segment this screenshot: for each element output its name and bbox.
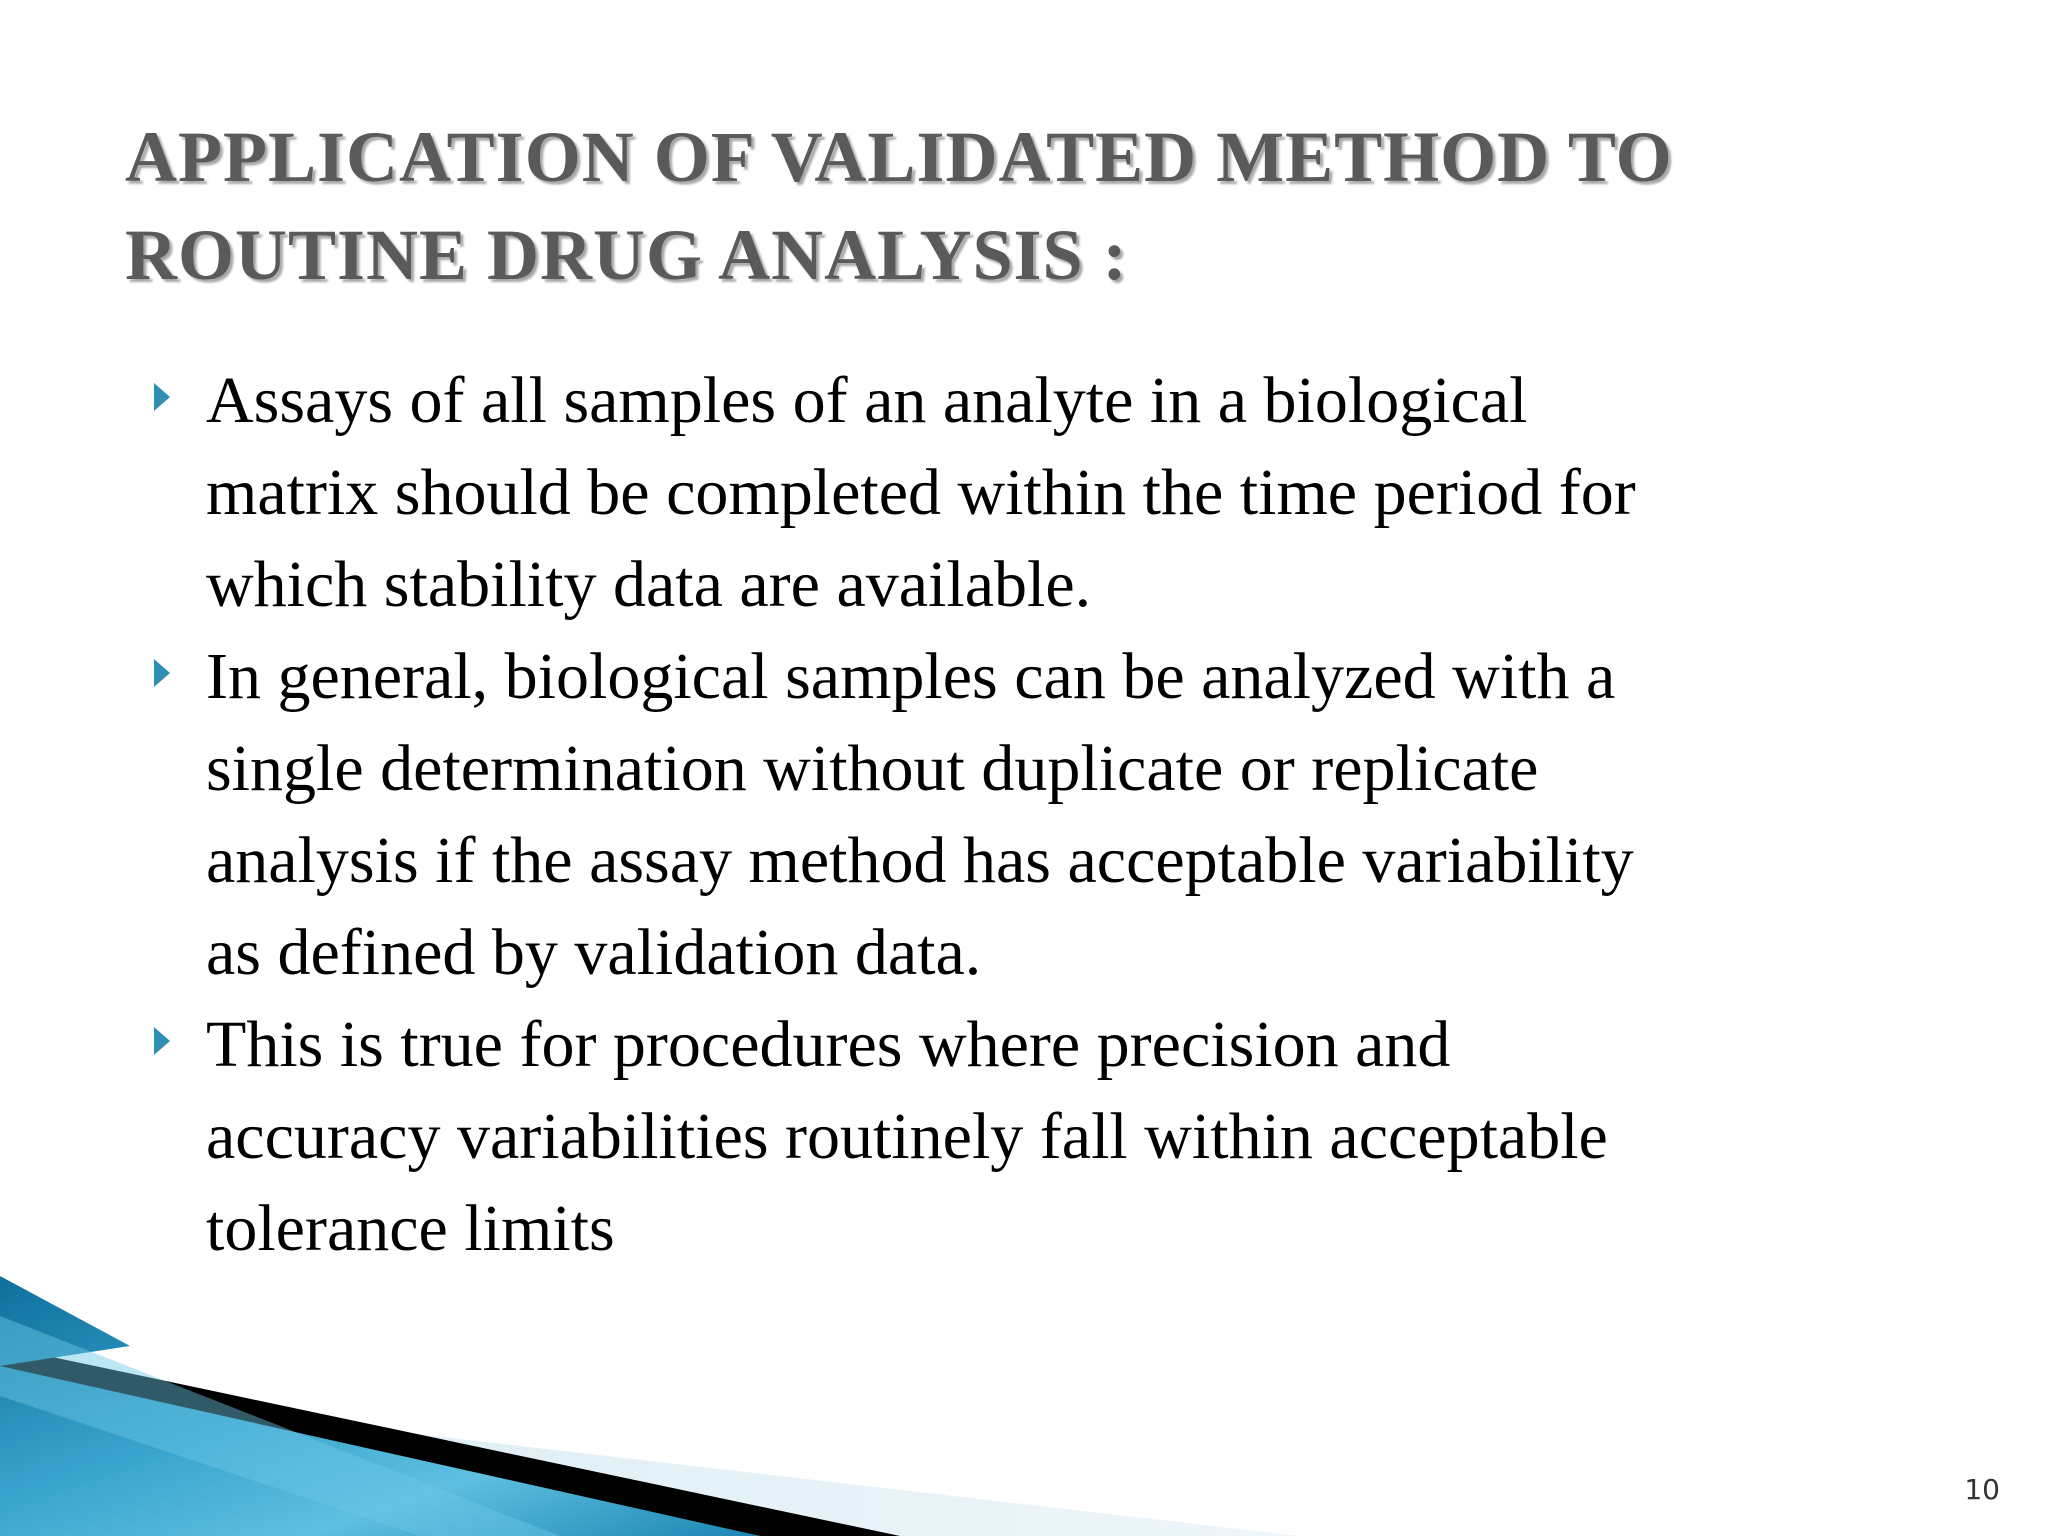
bullet-line: Assays of all samples of an analyte in a biological [206, 364, 1528, 437]
bullet-line: single determination without duplicate or replicate [206, 732, 1539, 805]
bullet-text [206, 355, 1940, 631]
bullet-line: tolerance limits [206, 1192, 615, 1265]
slide-title [125, 108, 1925, 304]
title-line-2: ROUTINE DRUG ANALYSIS : [125, 215, 1128, 295]
bullet-item-1 [140, 355, 1940, 631]
bullet-line: This is true for procedures where precision and [206, 1008, 1451, 1081]
bullet-line: matrix should be completed within the time period for [206, 456, 1636, 529]
triangle-right-icon [154, 1027, 170, 1055]
triangle-right-icon [154, 659, 170, 687]
bullet-item-3 [140, 999, 1940, 1275]
bullet-line: analysis if the assay method has acceptable variability [206, 824, 1634, 897]
corner-swoosh-decoration [0, 1276, 1300, 1536]
bullet-line: accuracy variabilities routinely fall within acceptable [206, 1100, 1608, 1173]
bullet-line: as defined by validation data. [206, 916, 982, 989]
triangle-right-icon [154, 383, 170, 411]
bullet-list [140, 355, 1940, 1275]
page-number: 10 [1964, 1473, 2000, 1506]
bullet-text [206, 999, 1940, 1275]
bullet-line: which stability data are available. [206, 548, 1092, 621]
title-line-1: APPLICATION OF VALIDATED METHOD TO [125, 117, 1673, 197]
bullet-text [206, 631, 1940, 999]
bullet-line: In general, biological samples can be analyzed with a [206, 640, 1616, 713]
bullet-item-2 [140, 631, 1940, 999]
